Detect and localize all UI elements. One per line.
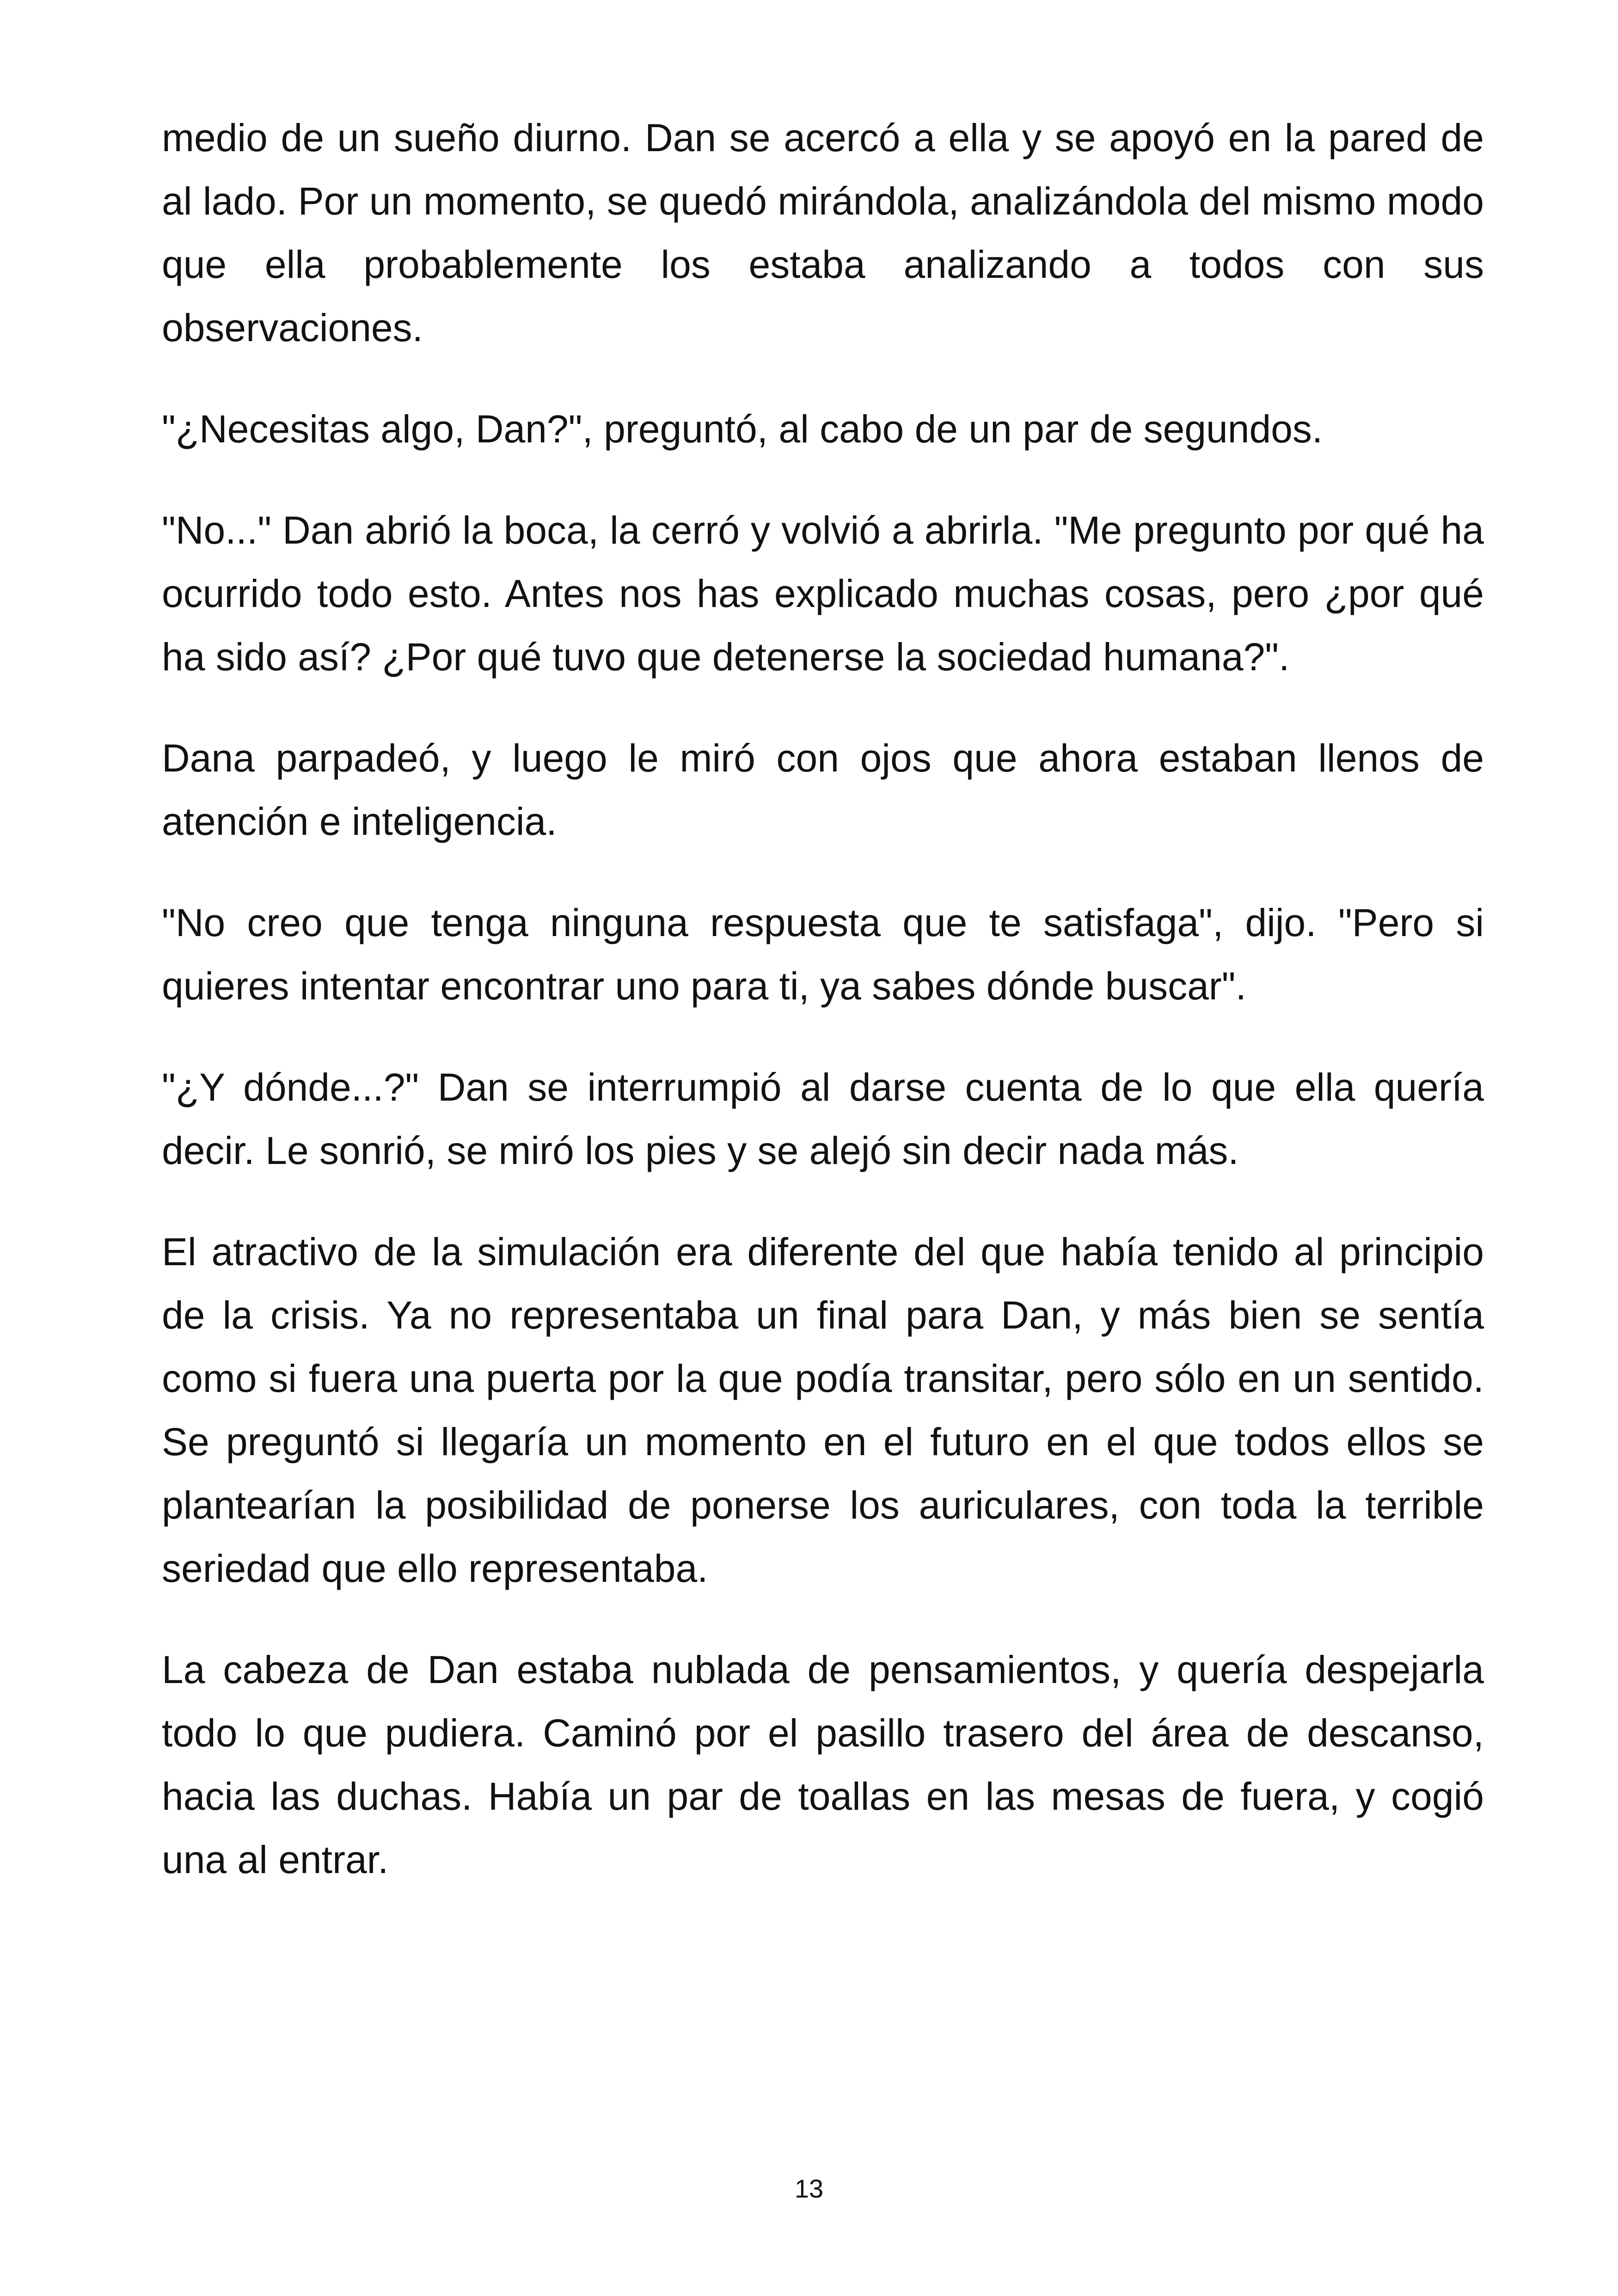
paragraph-3: "No..." Dan abrió la boca, la cerró y volvió a abrirla. "Me pregunto por qué ha ocurrido todo esto. Antes nos has explicado muchas cosas, pero ¿por qué ha sido así? ¿Por qué tuvo que detenerse la sociedad humana?". — [162, 508, 1484, 679]
paragraph-8: La cabeza de Dan estaba nublada de pensamientos, y quería despejarla todo lo que pudiera. Caminó por el pasillo trasero del área de descanso, hacia las duchas. Había un par de toallas en las mesas de fuera, y cogió una al entrar. — [162, 1648, 1484, 1881]
paragraph-4: Dana parpadeó, y luego le miró con ojos que ahora estaban llenos de atención e inteligencia. — [162, 736, 1484, 843]
page-number: 13 — [794, 2174, 824, 2203]
paragraph-5: "No creo que tenga ninguna respuesta que te satisfaga", dijo. "Pero si quieres intentar encontrar uno para ti, ya sabes dónde buscar". — [162, 901, 1484, 1008]
paragraph-2: "¿Necesitas algo, Dan?", preguntó, al cabo de un par de segundos. — [162, 407, 1323, 451]
paragraph-7: El atractivo de la simulación era diferente del que había tenido al principio de la crisis. Ya no representaba un final para Dan, y más bien se sentía como si fuera una puerta por la que podía transitar, pero sólo en un sentido. Se preguntó si llegaría un momento en el futuro en el que todos ellos se plantearían la posibilidad de ponerse los auriculares, con toda la terrible seriedad que ello representaba. — [162, 1230, 1484, 1590]
paragraph-6: "¿Y dónde...?" Dan se interrumpió al darse cuenta de lo que ella quería decir. Le sonrió, se miró los pies y se alejó sin decir nada más. — [162, 1065, 1484, 1172]
body-text — [162, 106, 1484, 1929]
paragraph-1: medio de un sueño diurno. Dan se acercó a ella y se apoyó en la pared de al lado. Por un momento, se quedó mirándola, analizándola del mismo modo que ella probablemente los estaba analizando a todos con sus observaciones. — [162, 116, 1484, 349]
